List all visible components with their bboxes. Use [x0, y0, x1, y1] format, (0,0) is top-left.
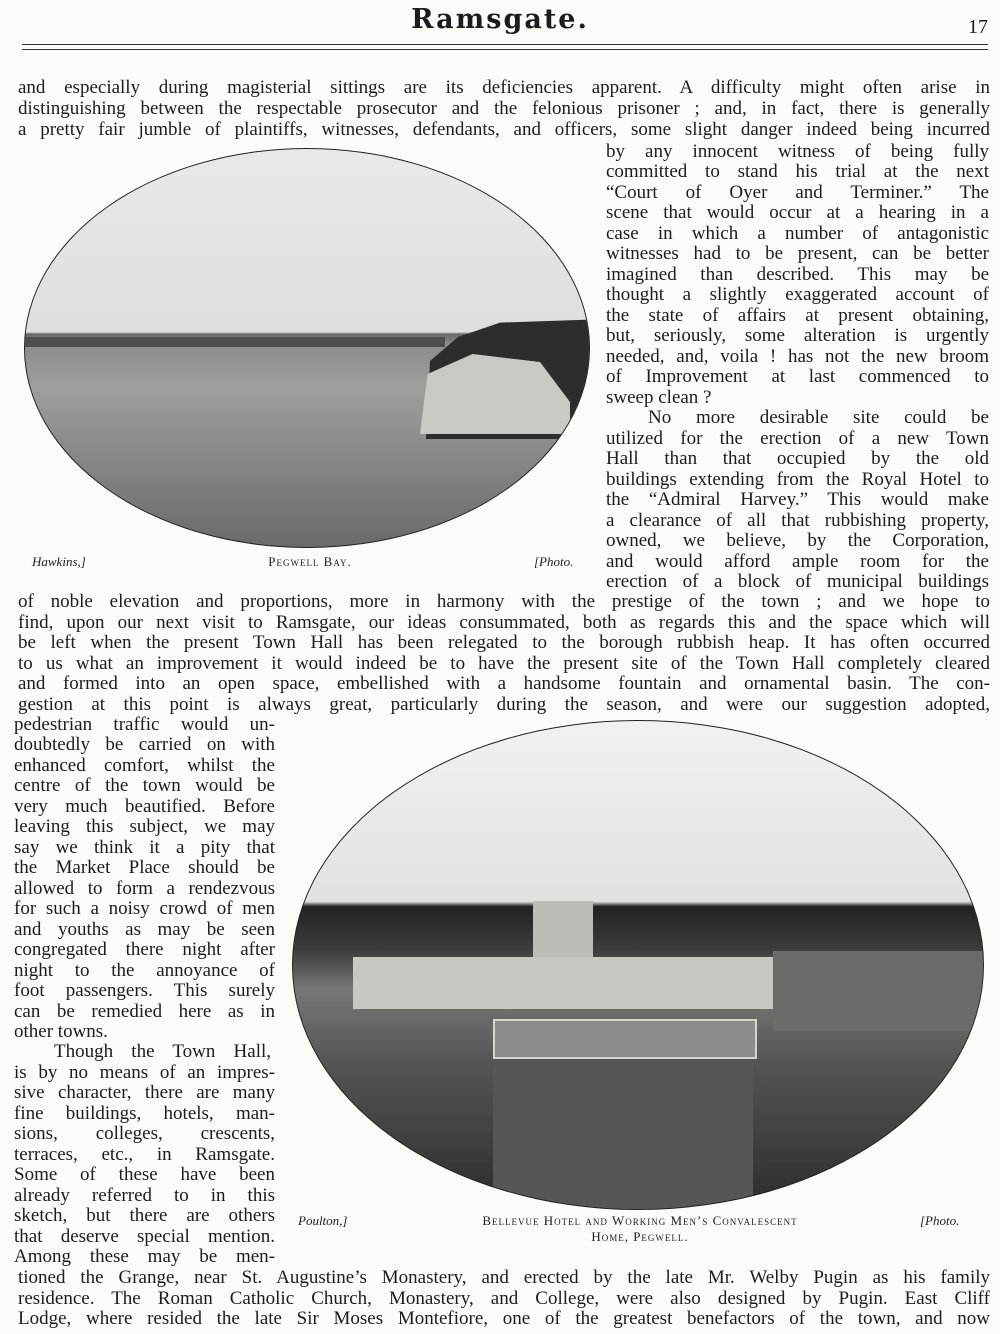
text-line: can be remedied here as in	[14, 1002, 275, 1022]
header-rule-bottom	[22, 49, 988, 50]
text-line: but, seriously, some alteration is urgently	[606, 326, 989, 346]
text-line: a clearance of all that rubbishing property,	[606, 511, 989, 531]
text-line: allowed to form a rendezvous	[14, 879, 275, 899]
text-line: case in which a number of antagonistic	[606, 224, 989, 244]
text-line: centre of the town would be	[14, 776, 275, 796]
text-line: congregated there night after	[14, 940, 275, 960]
text-line: Lodge, where resided the late Sir Moses Montefiore, one of the greatest benefactors of the town, and now	[18, 1309, 990, 1329]
text-line: for such a noisy crowd of men	[14, 899, 275, 919]
text-line: and formed into an open space, embellished with a handsome fountain and ornamental basin. The con-	[18, 674, 990, 694]
text-line: needed, and, voila ! has not the new broom	[606, 347, 989, 367]
text-line: the “Admiral Harvey.” This would make	[606, 490, 989, 510]
text-line: and would afford ample room for the	[606, 552, 989, 572]
text-line: leaving this subject, we may	[14, 817, 275, 837]
text-line: sweep clean ?	[606, 388, 712, 408]
text-line: Though the Town Hall,	[54, 1042, 271, 1062]
page-number: 17	[968, 16, 988, 38]
text-line: say we think it a pity that	[14, 838, 275, 858]
text-line: the Market Place should be	[14, 858, 275, 878]
text-line: buildings extending from the Royal Hotel to	[606, 470, 989, 490]
text-line: committed to stand his trial at the next	[606, 162, 989, 182]
header-rule-top	[22, 44, 988, 45]
text-line: that deserve special mention.	[14, 1227, 275, 1247]
text-line: sive character, there are many	[14, 1083, 275, 1103]
running-title: Ramsgate.	[411, 4, 589, 35]
photo2-caption-line2: Home, Pegwell.	[591, 1229, 689, 1244]
text-line: “Court of Oyer and Terminer.” The	[606, 183, 989, 203]
text-line: terraces, etc., in Ramsgate.	[14, 1145, 275, 1165]
pegwell-bay-photo	[24, 148, 590, 548]
text-line: distinguishing between the respectable prosecutor and the felonious prisoner ; and, in fact, there is generally	[18, 99, 990, 119]
text-line: and youths as may be seen	[14, 920, 275, 940]
text-line: the state of affairs at present obtaining,	[606, 306, 989, 326]
text-line: Among these may be men-	[14, 1247, 275, 1267]
text-line: of noble elevation and proportions, more in harmony with the prestige of the town ; and we hope to	[18, 592, 990, 612]
text-line: night to the annoyance of	[14, 961, 275, 981]
text-line: enhanced comfort, whilst the	[14, 756, 275, 776]
text-line: Some of these have been	[14, 1165, 275, 1185]
text-line: imagined than described. This may be	[606, 265, 989, 285]
text-line: sions, colleges, crescents,	[14, 1124, 275, 1144]
text-line: find, upon our next visit to Ramsgate, our ideas consummated, both as regards this and the space which will	[18, 613, 990, 633]
text-line: to us what an improvement it would indeed be to have the present site of the Town Hall completely cleared	[18, 654, 990, 674]
bellevue-hotel-photo	[292, 720, 984, 1210]
photo1-credit-left: Hawkins,]	[32, 554, 86, 569]
photo2-credit-left: Poulton,]	[298, 1213, 348, 1228]
text-line: owned, we believe, by the Corporation,	[606, 531, 989, 551]
text-line: scene that would occur at a hearing in a	[606, 203, 989, 223]
text-line: and especially during magisterial sittings are its deficiencies apparent. A difficulty might often arise in	[18, 78, 990, 98]
photo2-credit-right: [Photo.	[920, 1213, 960, 1228]
text-line: gestion at this point is always great, particularly during the season, and were our suggestion adopted,	[18, 695, 990, 715]
text-line: No more desirable site could be	[648, 408, 989, 428]
photo1-credit-right: [Photo.	[534, 554, 574, 569]
text-line: be left when the present Town Hall has been relegated to the borough rubbish heap. It has often occurred	[18, 633, 990, 653]
photo1-caption: Pegwell Bay.	[268, 554, 352, 569]
text-line: of Improvement at last commenced to	[606, 367, 989, 387]
photo2-caption-line1: Bellevue Hotel and Working Men’s Convalescent	[482, 1213, 798, 1228]
text-line: Hall than that occupied by the old	[606, 449, 989, 469]
text-line: is by no means of an impres-	[14, 1063, 275, 1083]
text-line: tioned the Grange, near St. Augustine’s Monastery, and erected by the late Mr. Welby Pugin as his family	[18, 1268, 990, 1288]
text-line: residence. The Roman Catholic Church, Monastery, and College, were also designed by Pugin. East Cliff	[18, 1289, 990, 1309]
text-line: doubtedly be carried on with	[14, 735, 275, 755]
text-line: erection of a block of municipal buildings	[606, 572, 989, 592]
text-line: pedestrian traffic would un-	[14, 715, 275, 735]
text-line: very much beautified. Before	[14, 797, 275, 817]
text-line: sketch, but there are others	[14, 1206, 275, 1226]
text-line: witnesses had to be present, can be better	[606, 244, 989, 264]
text-line: foot passengers. This surely	[14, 981, 275, 1001]
text-line: other towns.	[14, 1022, 108, 1042]
text-line: already referred to in this	[14, 1186, 275, 1206]
text-line: utilized for the erection of a new Town	[606, 429, 989, 449]
text-line: thought a slightly exaggerated account of	[606, 285, 989, 305]
text-line: fine buildings, hotels, man-	[14, 1104, 275, 1124]
text-line: by any innocent witness of being fully	[606, 142, 989, 162]
text-line: a pretty fair jumble of plaintiffs, witnesses, defendants, and officers, some slight danger indeed being incurred	[18, 120, 990, 140]
